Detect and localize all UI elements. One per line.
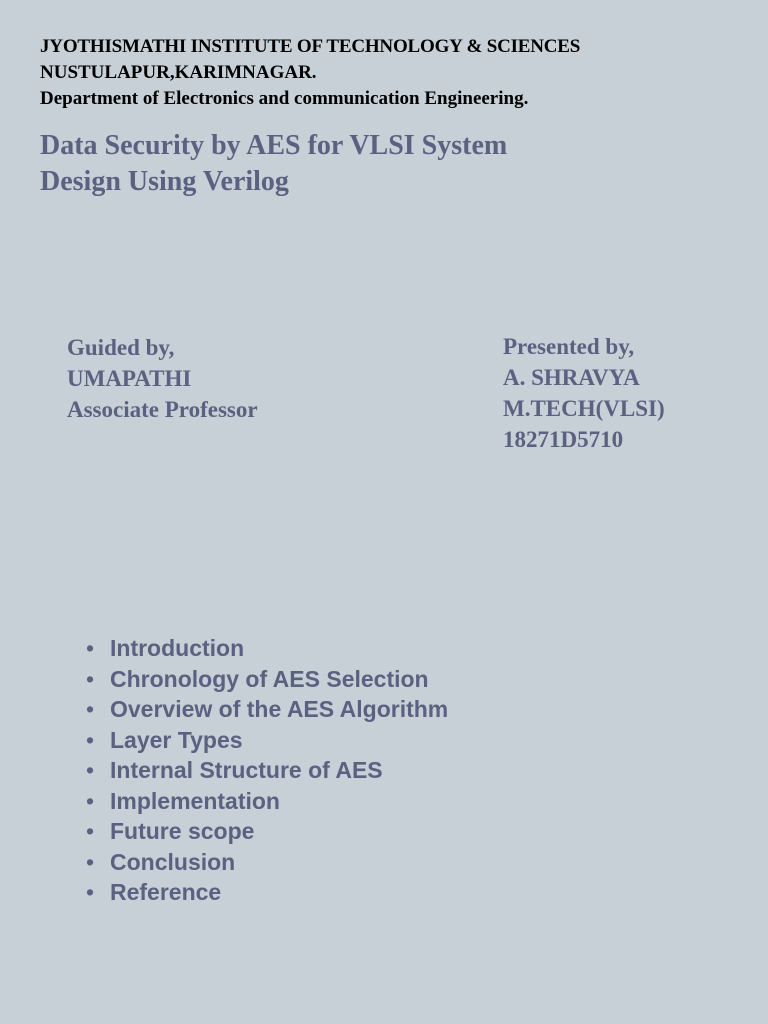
bullet-icon: •: [86, 696, 95, 722]
agenda-item: [86, 786, 448, 817]
presenter-name: A. SHRAVYA: [503, 365, 640, 390]
presenter-roll-number: 18271D5710: [503, 427, 624, 452]
bullet-icon: •: [86, 848, 95, 875]
agenda-item: [86, 694, 448, 725]
agenda-item-label: Reference: [110, 879, 222, 905]
agenda-item-label: Introduction: [110, 635, 245, 661]
presenter-heading: Presented by,: [503, 334, 635, 359]
project-title-line-1: Data Security by AES for VLSI System: [40, 130, 508, 161]
guide-designation: Associate Professor: [67, 397, 258, 422]
project-title-line-2: Design Using Verilog: [40, 166, 289, 197]
agenda-item: [86, 725, 448, 756]
agenda-item-label: Chronology of AES Selection: [110, 665, 429, 692]
guide-name: UMAPATHI: [67, 366, 192, 391]
agenda-item-label: Implementation: [110, 787, 280, 814]
presenter-info: [503, 331, 665, 455]
bullet-icon: •: [86, 726, 95, 753]
agenda-item-label: Overview of the AES Algorithm: [110, 696, 449, 722]
agenda-item: [86, 877, 448, 908]
agenda-item: [86, 847, 448, 878]
agenda-item: [86, 755, 448, 786]
institute-location: NUSTULAPUR,KARIMNAGAR.: [40, 62, 317, 83]
institute-name: JYOTHISMATHI INSTITUTE OF TECHNOLOGY & SCIENCES: [40, 36, 581, 57]
agenda-item-label: Layer Types: [110, 726, 243, 753]
bullet-icon: •: [86, 635, 95, 661]
bullet-icon: •: [86, 879, 95, 905]
bullet-icon: •: [86, 757, 95, 783]
guide-info: [67, 332, 258, 425]
agenda-item-label: Internal Structure of AES: [110, 757, 383, 783]
presenter-program: M.TECH(VLSI): [503, 396, 665, 421]
bullet-icon: •: [86, 818, 95, 844]
agenda-list: [86, 633, 448, 908]
agenda-item: [86, 816, 448, 847]
bullet-icon: •: [86, 787, 95, 814]
agenda-item-label: Conclusion: [110, 848, 236, 875]
agenda-item: [86, 664, 448, 695]
department-name: Department of Electronics and communication Engineering.: [40, 88, 529, 109]
agenda-item: [86, 633, 448, 664]
bullet-icon: •: [86, 665, 95, 692]
guide-heading: Guided by,: [67, 335, 175, 360]
agenda-item-label: Future scope: [110, 818, 255, 844]
